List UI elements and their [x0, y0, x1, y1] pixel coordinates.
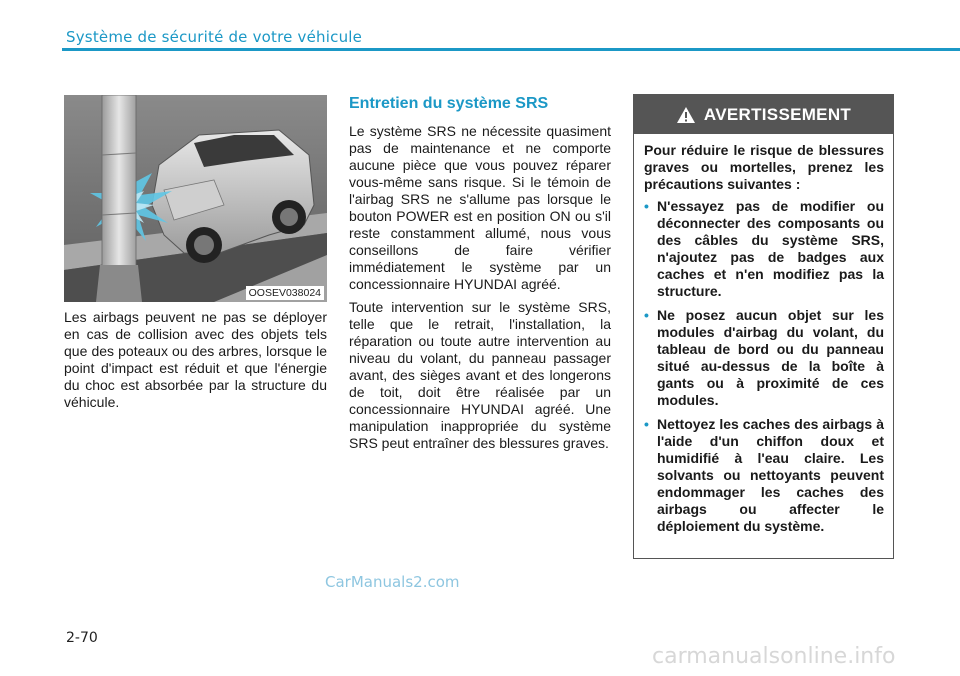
- site-watermark-link[interactable]: CarManuals2.com: [325, 573, 460, 591]
- warning-intro: Pour réduire le risque de blessures graves ou mortelles, prenez les précautions suivantes :: [644, 142, 884, 192]
- warning-bullet: [644, 198, 884, 300]
- bullet-dot-icon: •: [644, 307, 649, 323]
- bullet-dot-icon: •: [644, 198, 649, 214]
- collision-illustration: [64, 95, 327, 302]
- warning-bullet-text: Ne posez aucun objet sur les modules d'airbag du volant, du tableau de bord ou du panneau situé au-dessus de la boîte à gants ou à proximité de ces modules.: [657, 307, 884, 408]
- figure-code-label: OOSEV038024: [246, 286, 324, 300]
- warning-heading: AVERTISSEMENT: [703, 104, 852, 124]
- airbag-deployment-note: Les airbags peuvent ne pas se déployer en cas de collision avec des objets tels que des poteaux ou des arbres, lorsque le point d'impact est réduit et que l'énergie du choc est absorbée par la structure du véhicule.: [64, 309, 327, 410]
- bullet-dot-icon: •: [644, 416, 649, 432]
- section-header-title: Système de sécurité de votre véhicule: [66, 28, 363, 46]
- warning-box: [633, 94, 894, 559]
- suv-pole-illustration: [64, 95, 327, 302]
- warning-bullet: [644, 416, 884, 535]
- warning-bullet: [644, 307, 884, 409]
- srs-paragraph: Le système SRS ne nécessite quasiment pas de maintenance et ne comporte aucune pièce que vous pouvez réparer vous-même sans risque. Si le témoin de l'airbag SRS ne s'allume pas lorsque le bouton POWER est en position ON ou s'il reste constamment allumé, nous vous conseillons de faire vérifier immédiatement le système par un concessionnaire HYUNDAI agréé.: [349, 123, 611, 292]
- warning-bullet-text: N'essayez pas de modifier ou déconnecter des composants ou des câbles du système SRS, n'ajoutez pas de badges aux caches et n'en modifiez pas la structure.: [657, 198, 884, 299]
- warning-header: [634, 95, 893, 134]
- header-rule: [62, 48, 960, 51]
- srs-paragraph: Toute intervention sur le système SRS, telle que le retrait, l'installation, la réparation ou toute autre intervention au niveau du volant, du panneau passager avant, des sièges avant et des longerons de toit, doit être réalisée par un concessionnaire HYUNDAI agréé. Une manipulation inappropriée du système SRS peut entraîner des blessures graves.: [349, 299, 611, 451]
- footer-watermark: carmanualsonline.info: [652, 644, 896, 669]
- srs-maintenance-title: Entretien du système SRS: [349, 95, 549, 112]
- warning-bullet-text: Nettoyez les caches des airbags à l'aide d'un chiffon doux et humidifié à l'eau claire. Les solvants ou nettoyants peuvent endommager les caches des airbags ou affecter le déploiement du système.: [657, 416, 884, 534]
- page-number: 2-70: [66, 630, 98, 646]
- warning-body: [634, 134, 893, 535]
- srs-maintenance-section: [349, 95, 611, 458]
- warning-triangle-icon: [676, 106, 696, 124]
